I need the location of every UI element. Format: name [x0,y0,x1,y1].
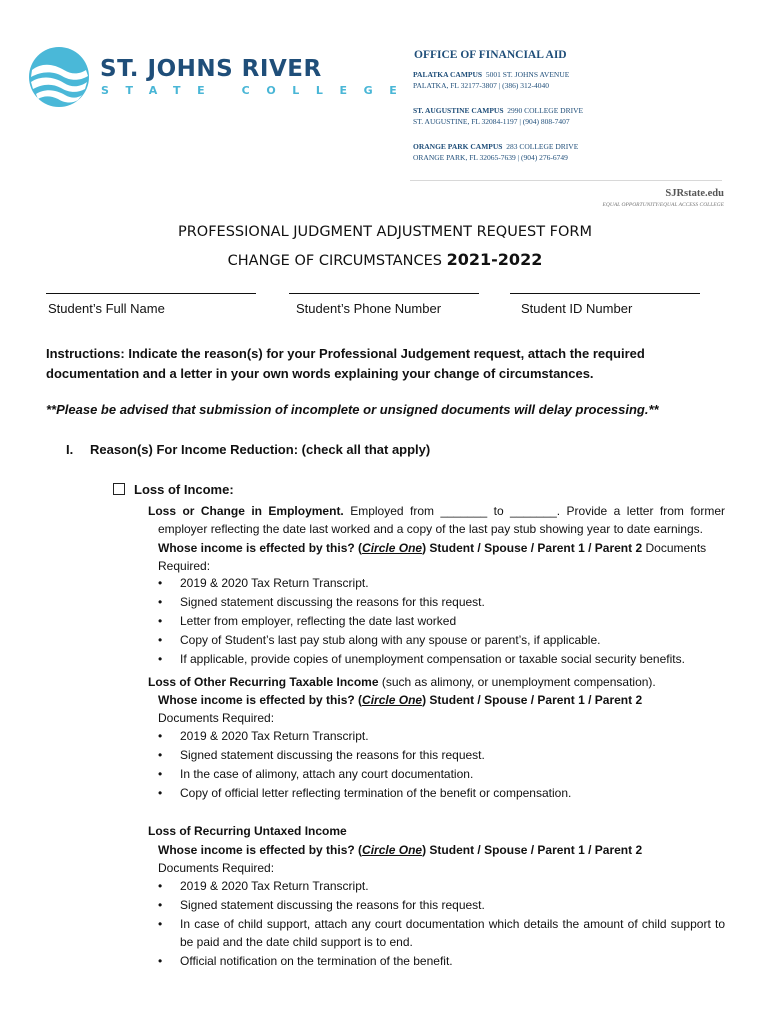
employment-text: Employed from _______ to _______. Provide a letter from former [350,504,725,518]
loss-of-income-checkbox[interactable] [113,482,234,497]
header-divider [410,180,722,181]
bullet: • [158,633,163,647]
bullet: • [158,614,163,628]
bullet: • [158,652,163,666]
bullet: • [158,786,163,800]
list-item: In case of child support, attach any court documentation which details the amount of child support to be paid and the date child support is to end. [180,917,725,949]
bullet: • [158,767,163,781]
list-item: Official notification on the termination of the benefit. [180,954,453,968]
campus-st-augustine [413,106,583,127]
campus-city-phone: ORANGE PARK, FL 32065-7639 | (904) 276-6749 [413,152,568,162]
list-item: Letter from employer, reflecting the date last worked [180,614,457,628]
subtitle-text: CHANGE OF CIRCUMSTANCES [227,253,443,269]
bullet: • [158,917,163,931]
list-item: Signed statement discussing the reasons for this request. [180,595,485,609]
campus-city-phone: ST. AUGUSTINE, FL 32084-1197 | (904) 808-7407 [413,116,570,126]
campus-city-phone: PALATKA, FL 32177-3807 | (386) 312-4040 [413,80,549,90]
section-heading: Reason(s) For Income Reduction: (check all that apply) [90,442,431,457]
advisory-note: **Please be advised that submission of incomplete or unsigned documents will delay processing.** [46,402,659,417]
website[interactable]: SJRstate.edu [665,188,724,199]
subtitle-year: 2021-2022 [446,250,543,269]
documents-required: Documents Required: [158,861,275,875]
student-id-line[interactable] [510,293,700,294]
office-title: OFFICE OF FINANCIAL AID [414,49,567,61]
campus-address: 5001 ST. JOHNS AVENUE [485,70,570,79]
section-numeral: I. [66,442,74,457]
employment-title: Loss or Change in Employment. [148,504,344,518]
campus-name: PALATKA CAMPUS [413,70,483,79]
list-item: Signed statement discussing the reasons for this request. [180,898,485,912]
instructions [46,344,736,384]
campus-orange-park [413,142,578,163]
list-item: Copy of official letter reflecting termination of the benefit or compensation. [180,786,572,800]
full-name-line[interactable] [46,293,256,294]
student-id-label: Student ID Number [521,301,633,316]
equal-opportunity-note: EQUAL OPPORTUNITY/EQUAL ACCESS COLLEGE [602,202,724,208]
bullet: • [158,576,163,590]
instructions-line: Instructions: Indicate the reason(s) for your Professional Judgement request, attach the required [46,346,645,361]
bullet: • [158,729,163,743]
list-item: 2019 & 2020 Tax Return Transcript. [180,879,369,893]
circle-one: Circle One [362,540,423,555]
campus-name: ORANGE PARK CAMPUS [413,142,503,151]
campus-name: ST. AUGUSTINE CAMPUS [413,106,504,115]
required-label: Required: [158,559,211,574]
untaxed-whose: Whose income is effected by this? (Circle One) Student / Spouse / Parent 1 / Parent 2 [158,843,643,857]
employment-paragraph [148,502,725,576]
checkbox-label: Loss of Income: [134,482,234,497]
employment-whose: Whose income is effected by this? (Circle One) Student / Spouse / Parent 1 / Parent 2 Documents [158,540,707,555]
circle-one: Circle One [362,843,423,857]
bullet: • [158,595,163,609]
circle-one: Circle One [362,693,423,707]
phone-line[interactable] [289,293,479,294]
phone-label: Student’s Phone Number [296,301,442,316]
logo-subtitle: STATE COLLEGE [101,84,414,97]
list-item: Signed statement discussing the reasons for this request. [180,748,485,762]
campus-address: 283 COLLEGE DRIVE [506,142,579,151]
bullet: • [158,879,163,893]
documents-required: Documents Required: [158,711,275,725]
bullet: • [158,954,163,968]
list-item: Copy of Student’s last pay stub along with any spouse or parent’s, if applicable. [180,633,601,647]
employment-text-cont: employer reflecting the date last worked and a copy of the last pay stub showing year to date earnings. [158,522,703,537]
full-name-label: Student’s Full Name [48,301,165,316]
instructions-line: documentation and a letter in your own words explaining your change of circumstances. [46,366,594,381]
list-item: 2019 & 2020 Tax Return Transcript. [180,576,369,590]
form-subtitle [0,250,770,269]
campus-address: 2990 COLLEGE DRIVE [507,106,584,115]
logo-name: ST. JOHNS RIVER [100,56,322,82]
taxable-note: (such as alimony, or unemployment compensation). [381,675,656,689]
taxable-title: Loss of Other Recurring Taxable Income [148,675,379,689]
campus-palatka [413,70,569,91]
bullet: • [158,748,163,762]
taxable-whose: Whose income is effected by this? (Circle One) Student / Spouse / Parent 1 / Parent 2 [158,693,643,707]
list-item: If applicable, provide copies of unemployment compensation or taxable social security benefits. [180,652,685,666]
bullet: • [158,898,163,912]
untaxed-title: Loss of Recurring Untaxed Income [148,824,347,838]
taxable-heading [148,673,656,691]
list-item: In the case of alimony, attach any court documentation. [180,767,474,781]
list-item: 2019 & 2020 Tax Return Transcript. [180,729,369,743]
checkbox-box[interactable] [113,483,125,495]
form-title: PROFESSIONAL JUDGMENT ADJUSTMENT REQUEST FORM [177,224,592,240]
